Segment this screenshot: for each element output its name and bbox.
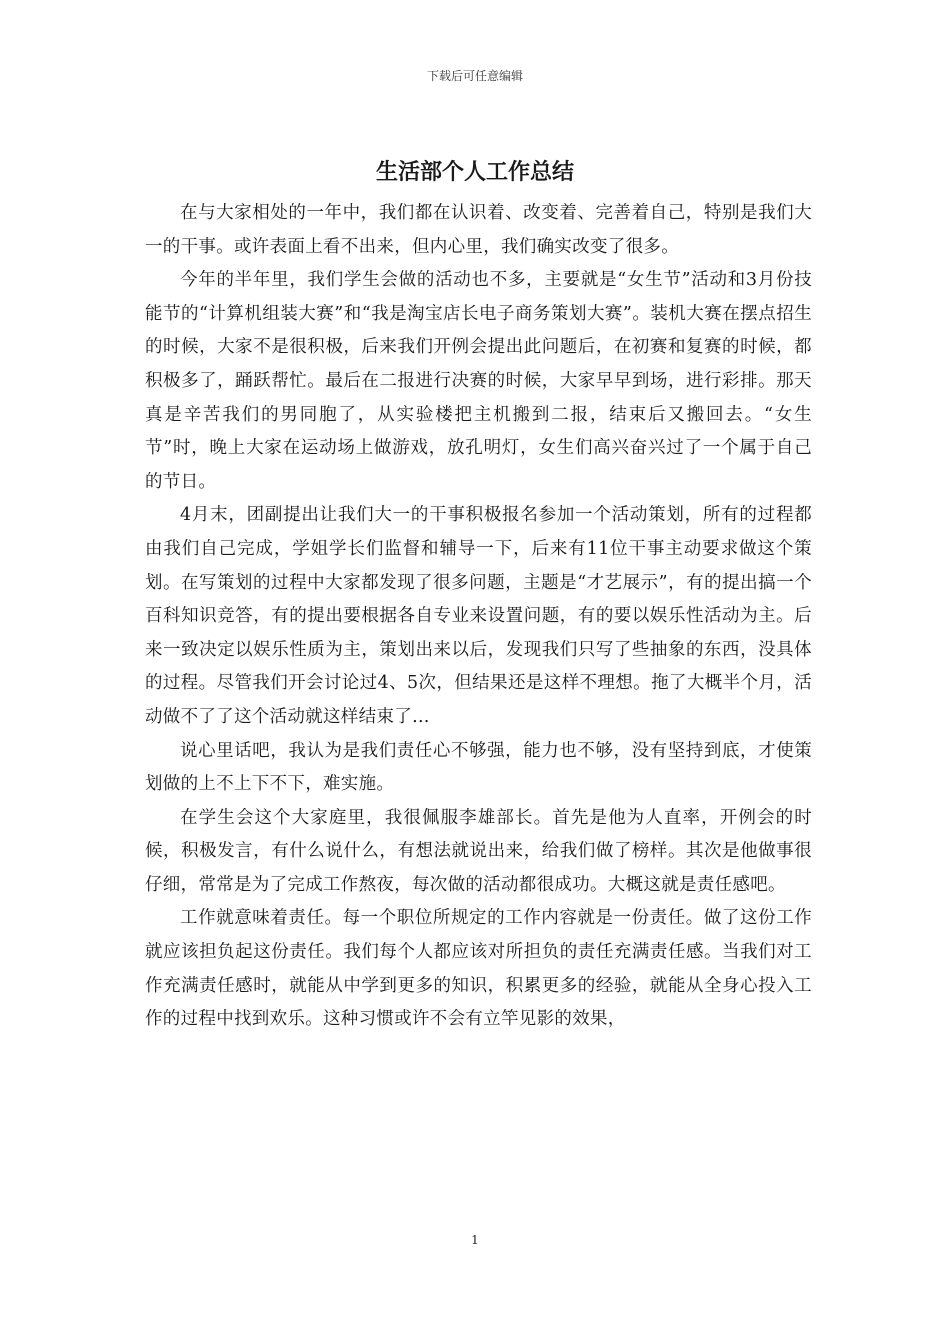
paragraph: 工作就意味着责任。每一个职位所规定的工作内容就是一份责任。做了这份工作就应该担负起这份责任。我们每个人都应该对所担负的责任充满责任感。当我们对工作充满责任感时，就能从中学到更多的知识，积累更多的经验，就能从全身心投入工作的过程中找到欢乐。这种习惯或许不会有立竿见影的效果，: [145, 908, 812, 1030]
document-body: [145, 197, 812, 1037]
paragraph: 在与大家相处的一年中，我们都在认识着、改变着、完善着自己，特别是我们大一的干事。或许表面上看不出来，但内心里，我们确实改变了很多。: [145, 203, 812, 257]
document-title: 生活部个人工作总结: [375, 159, 574, 185]
header-note: 下载后可任意编辑: [426, 69, 523, 83]
paragraph: 在学生会这个大家庭里，我很佩服李雄部长。首先是他为人直率，开例会的时候，积极发言，有什么说什么，有想法就说出来，给我们做了榜样。其次是他做事很仔细，常常是为了完成工作熬夜，每次做的活动都很成功。大概这就是责任感吧。: [145, 807, 812, 895]
paragraph: 4月末，团副提出让我们大一的干事积极报名参加一个活动策划，所有的过程都由我们自己完成，学姐学长们监督和辅导一下，后来有11位干事主动要求做这个策划。在写策划的过程中大家都发现了很多问题，主题是“才艺展示”，有的提出搞一个百科知识竞答，有的提出要根据各自专业来设置问题，有的要以娱乐性活动为主。后来一致决定以娱乐性质为主，策划出来以后，发现我们只写了些抽象的东西，没具体的过程。尽管我们开会讨论过4、5次，但结果还是这样不理想。拖了大概半个月，活动做不了了这个活动就这样结束了…: [145, 505, 812, 727]
paragraph: 说心里话吧，我认为是我们责任心不够强，能力也不够，没有坚持到底，才使策划做的上不上下不下，难实施。: [145, 740, 812, 795]
page-number: 1: [471, 1233, 479, 1247]
paragraph: 今年的半年里，我们学生会做的活动也不多，主要就是“女生节”活动和3月份技能节的“计算机组装大赛”和“我是淘宝店长电子商务策划大赛”。装机大赛在摆点招生的时候，大家不是很积极，后来我们开例会提出此问题后，在初赛和复赛的时候，都积极多了，踊跃帮忙。最后在二报进行决赛的时候，大家早早到场，进行彩排。那天真是辛苦我们的男同胞了，从实验楼把主机搬到二报，结束后又搬回去。“女生节”时，晚上大家在运动场上做游戏，放孔明灯，女生们高兴奋兴过了一个属于自己的节日。: [145, 270, 812, 492]
